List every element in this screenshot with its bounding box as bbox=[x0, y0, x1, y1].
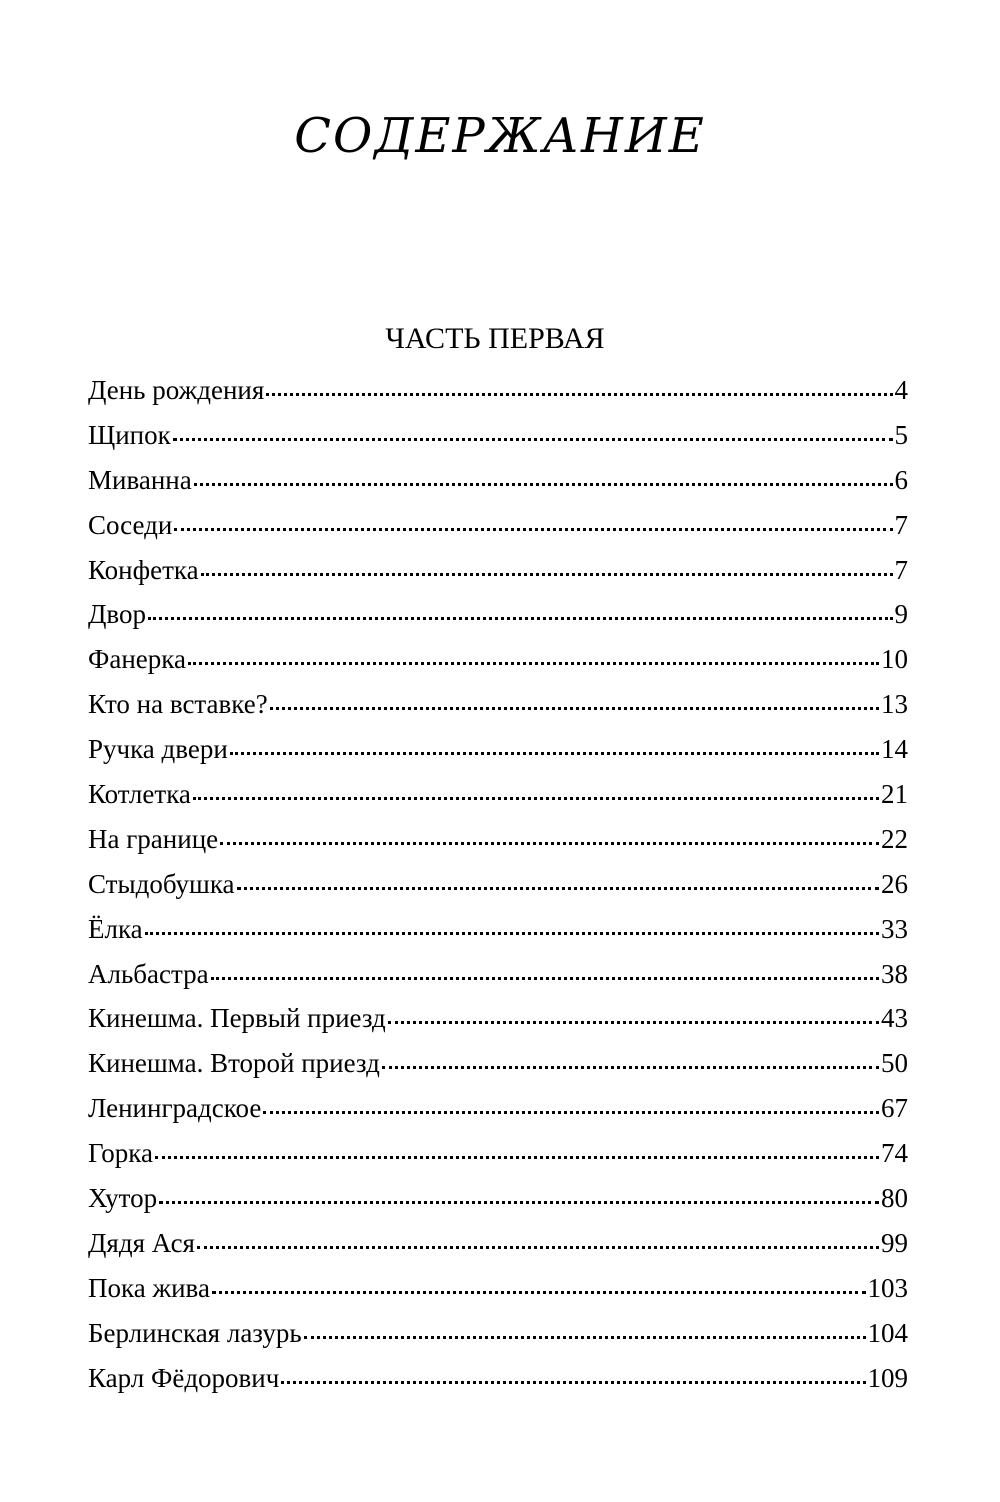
toc-entry-page-number: 104 bbox=[867, 1317, 908, 1348]
toc-entry-page-number: 10 bbox=[881, 644, 908, 675]
dot-leader bbox=[155, 1156, 879, 1159]
toc-entry-title: Соседи bbox=[88, 509, 173, 540]
toc-entry bbox=[88, 503, 908, 548]
toc-entry bbox=[88, 548, 908, 593]
dot-leader bbox=[211, 977, 879, 980]
toc-entry-title: Миванна bbox=[88, 464, 192, 495]
dot-leader bbox=[197, 1246, 879, 1249]
dot-leader bbox=[263, 1111, 879, 1114]
toc-entry-page-number: 7 bbox=[894, 509, 908, 540]
toc-entry-page-number: 9 bbox=[894, 599, 908, 630]
toc-entry-title: Ленинградское bbox=[88, 1093, 262, 1124]
toc-entry-page-number: 21 bbox=[881, 779, 908, 810]
dot-leader bbox=[230, 752, 879, 755]
part-heading: ЧАСТЬ ПЕРВАЯ bbox=[385, 322, 605, 355]
toc-entry-title: Пока жива bbox=[88, 1272, 210, 1303]
dot-leader bbox=[281, 1381, 865, 1384]
toc-entry bbox=[88, 862, 908, 907]
dot-leader bbox=[304, 1336, 866, 1339]
dot-leader bbox=[174, 528, 892, 531]
toc-entry-page-number: 38 bbox=[881, 958, 908, 989]
dot-leader bbox=[270, 707, 879, 710]
page-title: СОДЕРЖАНИЕ bbox=[294, 108, 706, 164]
toc-entry bbox=[88, 727, 908, 772]
toc-entry-title: Ручка двери bbox=[88, 734, 228, 765]
toc-entry bbox=[88, 1041, 908, 1086]
toc-entry-page-number: 74 bbox=[881, 1138, 908, 1169]
toc-entry-title: Альбастра bbox=[88, 958, 209, 989]
toc-entry-title: Хутор bbox=[88, 1183, 158, 1214]
toc-entry-title: Фанерка bbox=[88, 644, 186, 675]
toc-entry-title: Кто на вставке? bbox=[88, 689, 268, 720]
toc-entry bbox=[88, 682, 908, 727]
toc-entry bbox=[88, 1221, 908, 1266]
toc-entry-title: Горка bbox=[88, 1138, 153, 1169]
toc-entry-page-number: 109 bbox=[867, 1362, 908, 1393]
toc-entry bbox=[88, 1176, 908, 1221]
toc-entry-title: Двор bbox=[88, 599, 146, 630]
toc-entry-title: Карл Фёдорович bbox=[88, 1362, 280, 1393]
toc-entry-title: Кинешма. Второй приезд bbox=[88, 1048, 380, 1079]
dot-leader bbox=[220, 842, 879, 845]
toc-entry bbox=[88, 592, 908, 637]
toc-entry-page-number: 7 bbox=[894, 554, 908, 585]
toc-entry bbox=[88, 1131, 908, 1176]
toc-entry-title: Кинешма. Первый приезд bbox=[88, 1003, 386, 1034]
toc-entry-page-number: 80 bbox=[881, 1183, 908, 1214]
toc-entry bbox=[88, 1311, 908, 1356]
toc-entry-title: Щипок bbox=[88, 419, 171, 450]
toc-entry-title: День рождения bbox=[88, 375, 265, 405]
toc-entry bbox=[88, 952, 908, 997]
toc-entry bbox=[88, 1356, 908, 1401]
toc-entry-title: Котлетка bbox=[88, 779, 191, 810]
dot-leader bbox=[382, 1066, 879, 1069]
dot-leader bbox=[266, 393, 892, 396]
dot-leader bbox=[159, 1201, 879, 1204]
toc-entry-page-number: 99 bbox=[881, 1227, 908, 1258]
toc-entry-page-number: 4 bbox=[894, 375, 908, 405]
dot-leader bbox=[188, 662, 879, 665]
dot-leader bbox=[388, 1021, 879, 1024]
toc-entry-title: Стыдобушка bbox=[88, 868, 235, 899]
dot-leader bbox=[148, 617, 893, 620]
table-of-contents bbox=[88, 368, 908, 1400]
toc-entry bbox=[88, 368, 908, 413]
toc-entry-page-number: 50 bbox=[881, 1048, 908, 1079]
toc-entry bbox=[88, 817, 908, 862]
dot-leader bbox=[145, 932, 879, 935]
dot-leader bbox=[237, 887, 879, 890]
toc-entry-page-number: 14 bbox=[881, 734, 908, 765]
toc-entry bbox=[88, 1086, 908, 1131]
toc-entry-title: На границе bbox=[88, 823, 219, 854]
toc-entry-title: Дядя Ася bbox=[88, 1227, 195, 1258]
dot-leader bbox=[212, 1291, 866, 1294]
toc-entry-page-number: 5 bbox=[894, 419, 908, 450]
toc-entry-title: Берлинская лазурь bbox=[88, 1317, 302, 1348]
dot-leader bbox=[173, 438, 893, 441]
dot-leader bbox=[193, 797, 879, 800]
toc-entry bbox=[88, 996, 908, 1041]
toc-entry-page-number: 43 bbox=[881, 1003, 908, 1034]
toc-entry-title: Ёлка bbox=[88, 913, 143, 944]
dot-leader bbox=[201, 573, 893, 576]
toc-entry-page-number: 67 bbox=[881, 1093, 908, 1124]
toc-entry bbox=[88, 1266, 908, 1311]
toc-entry-page-number: 13 bbox=[881, 689, 908, 720]
toc-entry-page-number: 22 bbox=[881, 823, 908, 854]
toc-entry-title: Конфетка bbox=[88, 554, 199, 585]
toc-entry bbox=[88, 637, 908, 682]
toc-entry bbox=[88, 907, 908, 952]
toc-entry bbox=[88, 413, 908, 458]
dot-leader bbox=[194, 483, 893, 486]
toc-entry-page-number: 26 bbox=[881, 868, 908, 899]
toc-entry-page-number: 103 bbox=[867, 1272, 908, 1303]
toc-entry bbox=[88, 772, 908, 817]
toc-entry bbox=[88, 458, 908, 503]
toc-entry-page-number: 33 bbox=[881, 913, 908, 944]
toc-entry-page-number: 6 bbox=[894, 464, 908, 495]
